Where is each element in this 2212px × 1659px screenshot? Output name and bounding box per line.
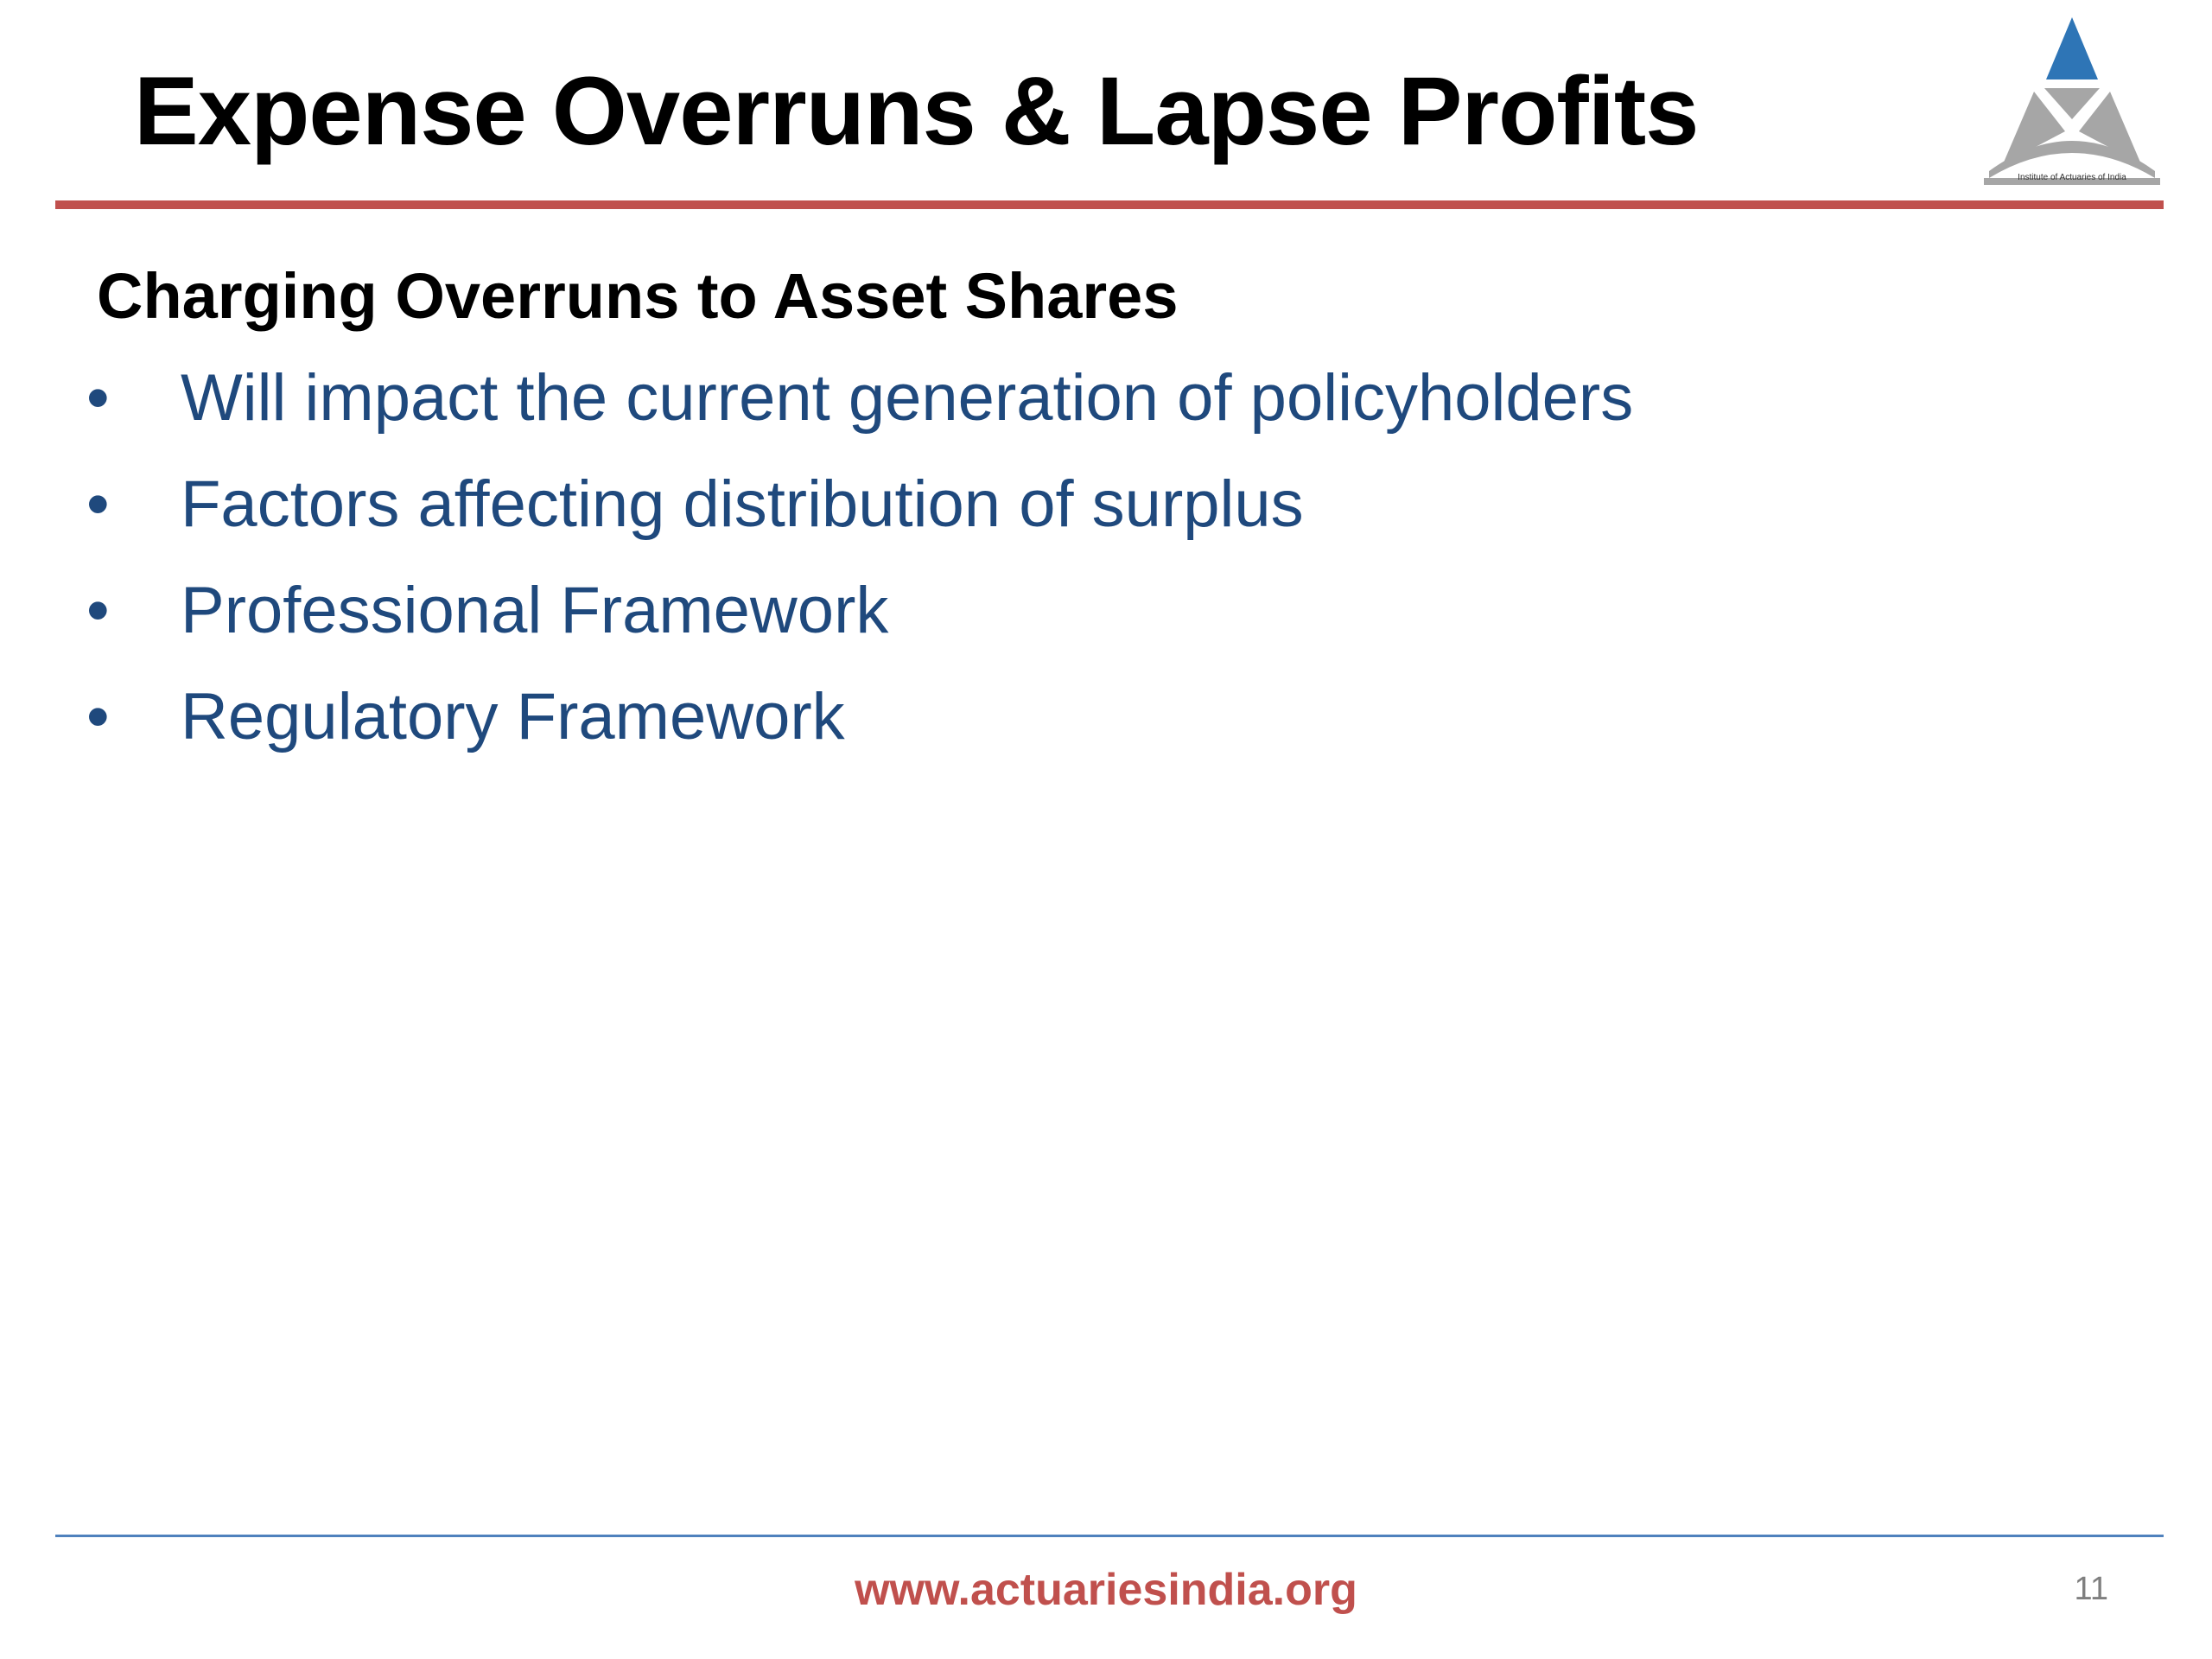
bullet-icon: • <box>86 680 110 753</box>
logo-caption: Institute of Actuaries of India <box>2018 173 2126 182</box>
bullet-text: Regulatory Framework <box>181 680 845 753</box>
bullet-text: Professional Framework <box>181 574 889 647</box>
footer-website-link[interactable]: www.actuariesindia.org <box>855 1565 1357 1615</box>
bullet-icon: • <box>86 574 110 647</box>
slide-title: Expense Overruns & Lapse Profits <box>134 57 1699 165</box>
title-divider <box>55 200 2164 209</box>
bullet-icon: • <box>86 467 110 541</box>
bullet-icon: • <box>86 361 110 435</box>
bullet-text: Factors affecting distribution of surplus <box>181 467 1304 541</box>
footer-divider <box>55 1535 2164 1537</box>
section-heading: Charging Overruns to Asset Shares <box>97 260 1179 332</box>
institute-logo-icon <box>1980 16 2164 188</box>
page-number: 11 <box>2074 1571 2108 1607</box>
bullet-text: Will impact the current generation of policyholders <box>181 361 1634 435</box>
